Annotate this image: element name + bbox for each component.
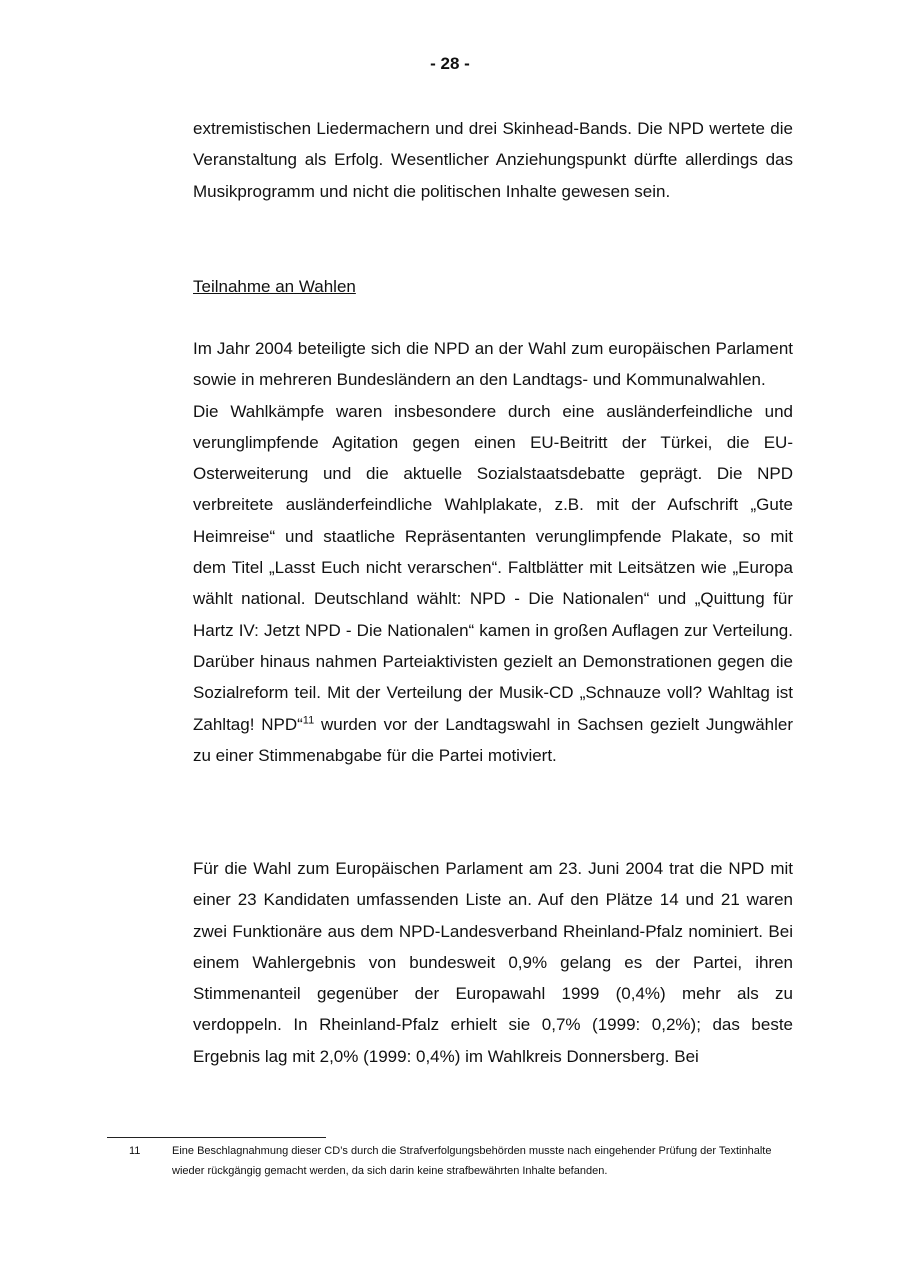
paragraph-wahlkampf: [193, 396, 793, 772]
paragraph-intro: [193, 113, 793, 207]
paragraph-intro-text: extremistischen Liedermachern und drei Skinhead-Bands. Die NPD wertete die Veranstaltung als Erfolg. Wesentlicher Anziehungspunkt dürfte allerdings das Musikprogramm und nicht die politischen Inhalte gewesen sein.: [193, 119, 793, 201]
paragraph-2004-text: Im Jahr 2004 beteiligte sich die NPD an der Wahl zum europäischen Parlament sowie in mehreren Bundesländern an den Landtags- und Kommunalwahlen.: [193, 339, 793, 390]
paragraph-europawahl-text: Für die Wahl zum Europäischen Parlament am 23. Juni 2004 trat die NPD mit einer 23 Kandidaten umfassenden Liste an. Auf den Plätze 14 und 21 waren zwei Funktionäre aus dem NPD-Landesverband Rheinland-Pfalz nominiert. Bei einem Wahlergebnis von bundesweit 0,9% gelang es der Partei, ihren Stimmenanteil gegenüber der Europawahl 1999 (0,4%) mehr als zu verdoppeln. In Rheinland-Pfalz erhielt sie 0,7% (1999: 0,2%); das beste Ergebnis lag mit 2,0% (1999: 0,4%) im Wahlkreis Donnersberg. Bei: [193, 859, 793, 1066]
footnote-text: Eine Beschlagnahmung dieser CD’s durch die Strafverfolgungsbehörden musste nach eingehender Prüfung der Textinhalte wieder rückgängig gemacht werden, da sich darin keine strafbewährten Inhalte befanden.: [172, 1145, 772, 1177]
page-number: - 28 -: [430, 54, 470, 73]
paragraph-wahlkampf-text-a: Die Wahlkämpfe waren insbesondere durch eine ausländerfeindliche und verunglimpfende Agitation gegen einen EU-Beitritt der Türkei, die EU-Osterweiterung und die aktuelle Sozialstaatsdebatte geprägt. Die NPD verbreitete ausländerfeindliche Wahlplakate, z.B. mit der Aufschrift „Gute Heimreise“ und staatliche Repräsentanten verunglimpfende Plakate, so mit dem Titel „Lasst Euch nicht verarschen“. Faltblätter mit Leitsätzen wie „Europa wählt national. Deutschland wählt: NPD - Die Nationalen“ und „Quittung für Hartz IV: Jetzt NPD - Die Nationalen“ kamen in großen Auflagen zur Verteilung. Darüber hinaus nahmen Parteiaktivisten gezielt an Demonstrationen gegen die Sozialreform teil. Mit der Verteilung der Musik-CD „Schnauze voll? Wahltag ist Zahltag! NPD“: [193, 401, 793, 734]
paragraph-europawahl: [193, 853, 793, 1072]
footnote-number: 11: [129, 1145, 141, 1157]
footnote-reference[interactable]: 11: [302, 713, 315, 726]
section-heading: Teilnahme an Wahlen: [193, 277, 356, 296]
footnote-divider: [107, 1137, 326, 1138]
footnote: [107, 1141, 793, 1181]
paragraph-wahlkampf-text-b: wurden vor der Landtagswahl in Sachsen gezielt Jungwähler zu einer Stimmenabgabe für die Partei motiviert.: [193, 714, 793, 765]
paragraph-2004: [193, 333, 793, 771]
